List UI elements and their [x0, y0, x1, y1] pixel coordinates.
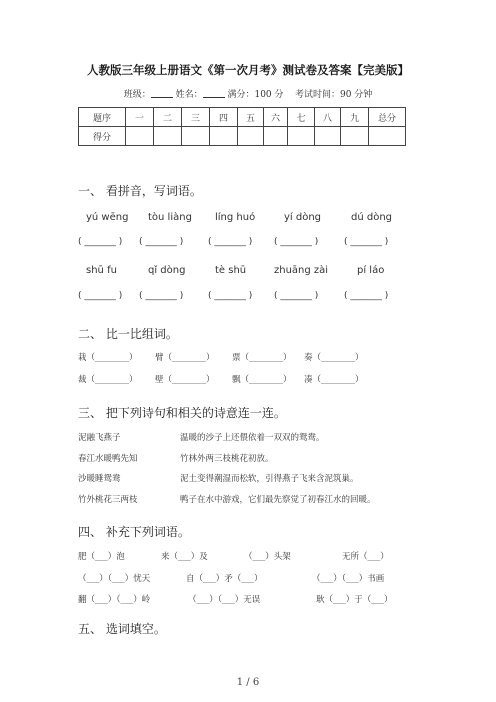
section-1-heading: 一、 看拼音，写词语。	[78, 184, 202, 198]
compare-item[interactable]: 凑（________）	[304, 375, 364, 385]
score-table-header-row	[79, 108, 406, 127]
answer-blank[interactable]: ( _______ )	[344, 237, 389, 247]
answer-blank[interactable]: ( _______ )	[78, 237, 123, 247]
idiom-item[interactable]: 耿（___）于（___）	[316, 595, 393, 605]
exam-time: 考试时间：90 分钟	[294, 90, 373, 100]
poem-line[interactable]: 春江水暖鸭先知	[78, 454, 138, 464]
score-row-label: 得分	[79, 127, 126, 146]
poem-line[interactable]: 泥融飞燕子	[78, 433, 121, 443]
pinyin: tè shū	[215, 265, 247, 276]
score-cell: 二	[154, 108, 182, 127]
score-cell: 七	[288, 108, 315, 127]
score-input-cell[interactable]	[238, 127, 264, 146]
poem-line[interactable]: 沙暖睡鸳鸯	[78, 474, 121, 484]
answer-blank[interactable]: ( _______ )	[139, 237, 184, 247]
score-input-cell[interactable]	[126, 127, 154, 146]
poem-meaning[interactable]: 温暖的沙子上还偎依着一双双的鸳鸯。	[180, 433, 325, 443]
exam-info	[0, 87, 496, 100]
answer-blank[interactable]: ( _______ )	[208, 237, 253, 247]
score-cell: 五	[238, 108, 264, 127]
poem-meaning[interactable]: 竹林外两三枝桃花初放。	[180, 454, 274, 464]
idiom-item[interactable]: 肥（___）泡	[78, 552, 125, 562]
idiom-item[interactable]: 自（___）矛（___）	[186, 574, 263, 584]
poem-meaning[interactable]: 鸭子在水中游戏，它们最先察觉了初春江水的回暖。	[180, 495, 376, 505]
idiom-item[interactable]: 翻（___）（___）岭	[78, 595, 151, 605]
pinyin: yí dòng	[284, 212, 322, 223]
score-input-cell[interactable]	[288, 127, 315, 146]
score-table-score-row	[79, 127, 406, 146]
pinyin: yú wēng	[86, 212, 129, 223]
score-cell: 一	[126, 108, 154, 127]
answer-blank[interactable]: ( _______ )	[274, 291, 319, 301]
score-input-cell[interactable]	[210, 127, 238, 146]
answer-blank[interactable]: ( _______ )	[344, 291, 389, 301]
page-title: 人教版三年级上册语文《第一次月考》测试卷及答案【完美版】	[87, 63, 409, 77]
class-blank[interactable]	[151, 88, 173, 98]
score-input-cell[interactable]	[341, 127, 369, 146]
idiom-item[interactable]: （___）（___）书画	[312, 574, 385, 584]
compare-item[interactable]: 臂（________）	[155, 353, 215, 363]
score-input-cell[interactable]	[264, 127, 288, 146]
class-label: 班级：	[123, 90, 151, 100]
answer-blank[interactable]: ( _______ )	[139, 291, 184, 301]
idiom-item[interactable]: （___）头架	[244, 552, 291, 562]
pinyin: zhuāng zài	[274, 265, 329, 276]
answer-blank[interactable]: ( _______ )	[78, 291, 123, 301]
compare-item[interactable]: 栽（________）	[78, 353, 138, 363]
full-score: 满分：100 分	[227, 90, 284, 100]
score-input-cell[interactable]	[182, 127, 210, 146]
pinyin: qǐ dòng	[148, 265, 186, 276]
page-number: 1 / 6	[236, 677, 260, 688]
score-cell: 总分	[369, 108, 406, 127]
idiom-item[interactable]: 来（___）及	[161, 552, 208, 562]
score-input-cell[interactable]	[154, 127, 182, 146]
compare-item[interactable]: 奏（________）	[304, 353, 364, 363]
answer-blank[interactable]: ( _______ )	[274, 237, 319, 247]
pinyin: líng huó	[215, 212, 256, 223]
score-cell: 题序	[79, 108, 126, 127]
name-label: 姓名：	[175, 90, 203, 100]
poem-line[interactable]: 竹外桃花三两枝	[78, 495, 138, 505]
pinyin: dú dòng	[351, 212, 393, 223]
compare-item[interactable]: 飘（________）	[232, 375, 292, 385]
score-cell: 四	[210, 108, 238, 127]
compare-item[interactable]: 票（________）	[232, 353, 292, 363]
section-3-heading: 三、 把下列诗句和相关的诗意连一连。	[78, 406, 286, 420]
score-cell: 六	[264, 108, 288, 127]
pinyin: tòu liàng	[148, 212, 192, 223]
idiom-item[interactable]: 无所（___）	[342, 552, 389, 562]
compare-item[interactable]: 壁（________）	[155, 375, 215, 385]
section-2-heading: 二、 比一比组词。	[78, 327, 178, 341]
score-cell: 九	[341, 108, 369, 127]
score-input-cell[interactable]	[369, 127, 406, 146]
pinyin: shū fu	[86, 265, 117, 276]
compare-item[interactable]: 裁（________）	[78, 375, 138, 385]
section-5-heading: 五、 选词填空。	[78, 622, 166, 636]
score-input-cell[interactable]	[315, 127, 341, 146]
poem-meaning[interactable]: 泥土变得潮湿而松软，引得燕子飞来含泥筑巢。	[180, 474, 359, 484]
answer-blank[interactable]: ( _______ )	[208, 291, 253, 301]
name-blank[interactable]	[203, 88, 225, 98]
score-cell: 三	[182, 108, 210, 127]
idiom-item[interactable]: （___）（___）无误	[188, 595, 261, 605]
section-4-heading: 四、 补充下列词语。	[78, 525, 190, 539]
score-cell: 八	[315, 108, 341, 127]
pinyin: pí láo	[357, 265, 385, 276]
idiom-item[interactable]: （___）（___）忧天	[78, 574, 151, 584]
score-table	[78, 107, 406, 146]
